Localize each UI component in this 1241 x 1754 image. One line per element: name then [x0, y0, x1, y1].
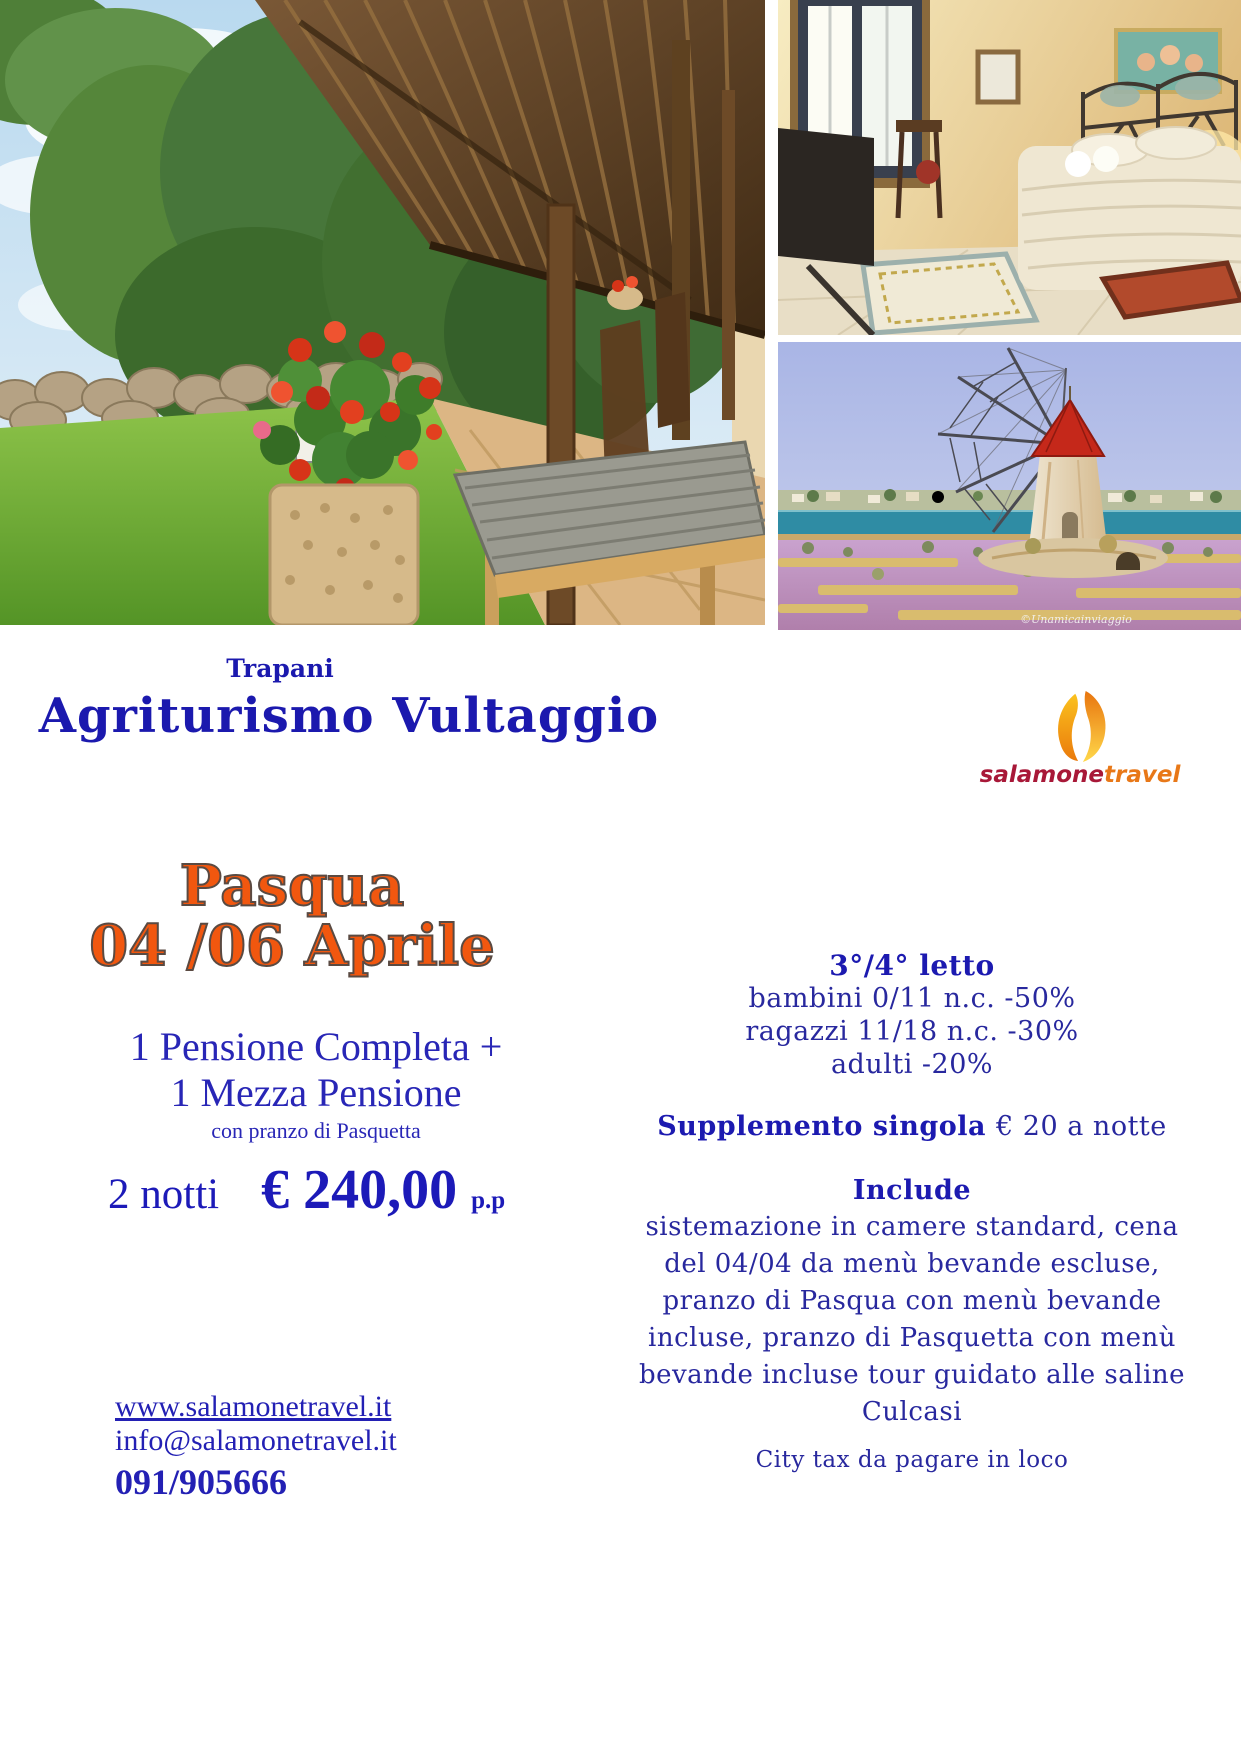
price-amount: € 240,00 [261, 1159, 458, 1221]
include-text: sistemazione in camere standard, cena del 04/04 da menù bevande escluse, pranzo di Pasqua con menù bevande incluse, pranzo di Pasquetta con menù bevande incluse tour guidato alle saline Culcasi [638, 1212, 1186, 1427]
board-note: con pranzo di Pasquetta [211, 1118, 421, 1143]
photo-watermark: ©Unamicainviaggio [1020, 613, 1132, 626]
board-block [76, 1024, 556, 1144]
location-label: Trapani [226, 654, 334, 683]
email-address[interactable]: info@salamonetravel.it [115, 1424, 397, 1457]
logo-brand-second: travel [1104, 762, 1181, 788]
flame-logo-icon [1049, 690, 1111, 762]
supplement-label: Supplemento singola [657, 1111, 987, 1142]
page-title: Agriturismo Vultaggio [38, 688, 660, 744]
logo-wordmark [975, 762, 1185, 788]
details-column [637, 950, 1187, 1473]
event-dates: 04 /06 Aprile [89, 913, 495, 979]
discount-adults: adulti -20% [830, 1049, 994, 1080]
city-tax-note: City tax da pagare in loco [755, 1447, 1069, 1473]
include-title: Include [852, 1175, 972, 1206]
bedroom-photo [778, 0, 1241, 335]
price-line [108, 1158, 628, 1222]
windmill-illustration [778, 342, 1241, 630]
porch-garden-photo [0, 0, 765, 625]
board-line-2: 1 Mezza Pensione [170, 1070, 462, 1115]
contact-block [115, 1390, 397, 1504]
bed-title: 3°/4° letto [829, 949, 995, 982]
saline-windmill-photo [778, 342, 1241, 630]
porch-garden-illustration [0, 0, 765, 625]
discount-teens: ragazzi 11/18 n.c. -30% [745, 1016, 1079, 1047]
supplement-value: € 20 a notte [996, 1111, 1167, 1142]
website-link[interactable]: www.salamonetravel.it [115, 1390, 392, 1423]
discount-children: bambini 0/11 n.c. -50% [748, 983, 1076, 1014]
board-line-1: 1 Pensione Completa + [129, 1024, 503, 1069]
bedroom-illustration [778, 0, 1241, 335]
event-title: Pasqua [179, 853, 405, 919]
price-nights: 2 notti [108, 1171, 220, 1218]
phone-number: 091/905666 [115, 1462, 288, 1502]
salamone-travel-logo [975, 690, 1185, 788]
logo-brand-first: salamone [979, 762, 1104, 788]
price-suffix: p.p [471, 1187, 506, 1214]
single-supplement [637, 1111, 1187, 1143]
event-block [52, 853, 532, 979]
